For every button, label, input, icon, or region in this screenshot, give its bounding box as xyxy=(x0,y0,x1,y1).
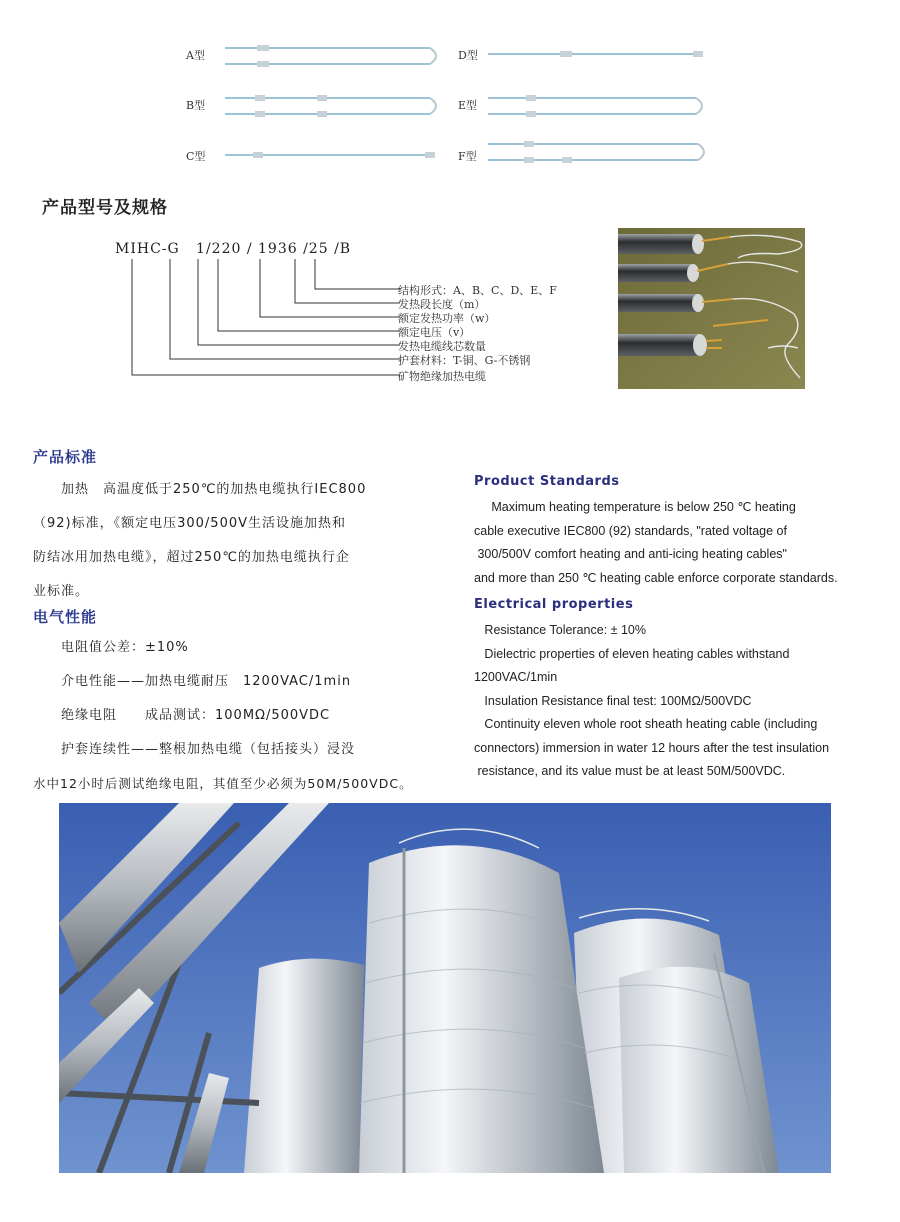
cn-standards-body xyxy=(33,473,453,609)
type-d-label: D型 xyxy=(458,49,478,62)
legend-length: 发热段长度（m） xyxy=(398,298,486,311)
storage-tanks-photo xyxy=(59,803,831,1173)
legend-structure: 结构形式：A、B、C、D、E、F xyxy=(398,284,557,297)
model-code-leader-lines xyxy=(120,259,405,384)
cn-electrical-title: 电气性能 xyxy=(33,608,98,626)
en-electrical-line: Resistance Tolerance: ± 10% xyxy=(474,623,646,637)
cn-electrical-body xyxy=(33,631,473,801)
en-electrical-line: resistance, and its value must be at least 50M/500VDC. xyxy=(474,764,786,778)
cn-electrical-line: 电阻值公差：±10% xyxy=(33,640,189,655)
type-e-cable-image xyxy=(488,94,710,118)
type-e-label: E型 xyxy=(458,99,478,112)
type-b-cable-image xyxy=(225,94,445,118)
en-electrical-line: Dielectric properties of eleven heating cables withstand xyxy=(474,646,790,661)
cn-electrical-line: 护套连续性——整根加热电缆（包括接头）浸没 xyxy=(33,742,356,757)
model-code: MIHC-G 1/220 / 1936 /25 /B xyxy=(115,241,352,257)
type-c-label: C型 xyxy=(186,150,206,163)
legend-voltage: 额定电压（v） xyxy=(398,326,471,339)
en-electrical-line: connectors) immersion in water 12 hours after the test insulation xyxy=(474,740,830,755)
cn-standards-title: 产品标准 xyxy=(33,448,98,466)
type-a-label: A型 xyxy=(186,49,205,62)
en-electrical-body xyxy=(474,619,884,784)
type-d-cable-image xyxy=(488,48,710,60)
en-standards-line: and more than 250 ℃ heating cable enforce corporate standards. xyxy=(474,570,838,585)
legend-sheath: 护套材料：T-铜、G-不锈钢 xyxy=(398,354,531,367)
type-c-cable-image xyxy=(225,149,445,161)
cn-standards-line: 业标准。 xyxy=(33,584,90,599)
legend-core-count: 发热电缆线芯数量 xyxy=(398,340,486,353)
cn-electrical-line: 绝缘电阻 成品测试：100MΩ/500VDC xyxy=(33,708,331,723)
type-b-label: B型 xyxy=(186,99,206,112)
legend-cable: 矿物绝缘加热电缆 xyxy=(398,370,486,383)
cn-standards-line: （92)标准，《额定电压300/500V生活设施加热和 xyxy=(33,516,347,531)
type-f-label: F型 xyxy=(458,150,477,163)
en-electrical-title: Electrical properties xyxy=(474,597,634,612)
en-electrical-line: Insulation Resistance final test: 100MΩ/500VDC xyxy=(474,693,752,708)
cn-electrical-line: 水中12小时后测试绝缘电阻，其值至少必须为50M/500VDC。 xyxy=(33,776,413,791)
en-standards-line: cable executive IEC800 (92) standards, "rated voltage of xyxy=(474,523,787,538)
cn-standards-line: 加热 高温度低于250℃的加热电缆执行IEC800 xyxy=(33,482,367,497)
cn-electrical-line: 介电性能——加热电缆耐压 1200VAC/1min xyxy=(33,674,352,689)
en-electrical-line: Continuity eleven whole root sheath heating cable (including xyxy=(474,717,818,731)
cn-standards-line: 防结冰用加热电缆》，超过250℃的加热电缆执行企 xyxy=(33,550,350,565)
legend-power: 额定发热功率（w） xyxy=(398,312,496,325)
en-standards-title: Product Standards xyxy=(474,474,620,489)
en-standards-line: Maximum heating temperature is below 250 ℃ heating xyxy=(474,500,796,514)
cable-ends-photo xyxy=(618,228,805,389)
type-f-cable-image xyxy=(488,140,710,164)
type-a-cable-image xyxy=(225,44,445,68)
en-standards-line: 300/500V comfort heating and anti-icing heating cables" xyxy=(474,547,787,561)
en-standards-body xyxy=(474,496,884,590)
en-electrical-line: 1200VAC/1min xyxy=(474,670,558,684)
spec-title: 产品型号及规格 xyxy=(42,198,168,218)
